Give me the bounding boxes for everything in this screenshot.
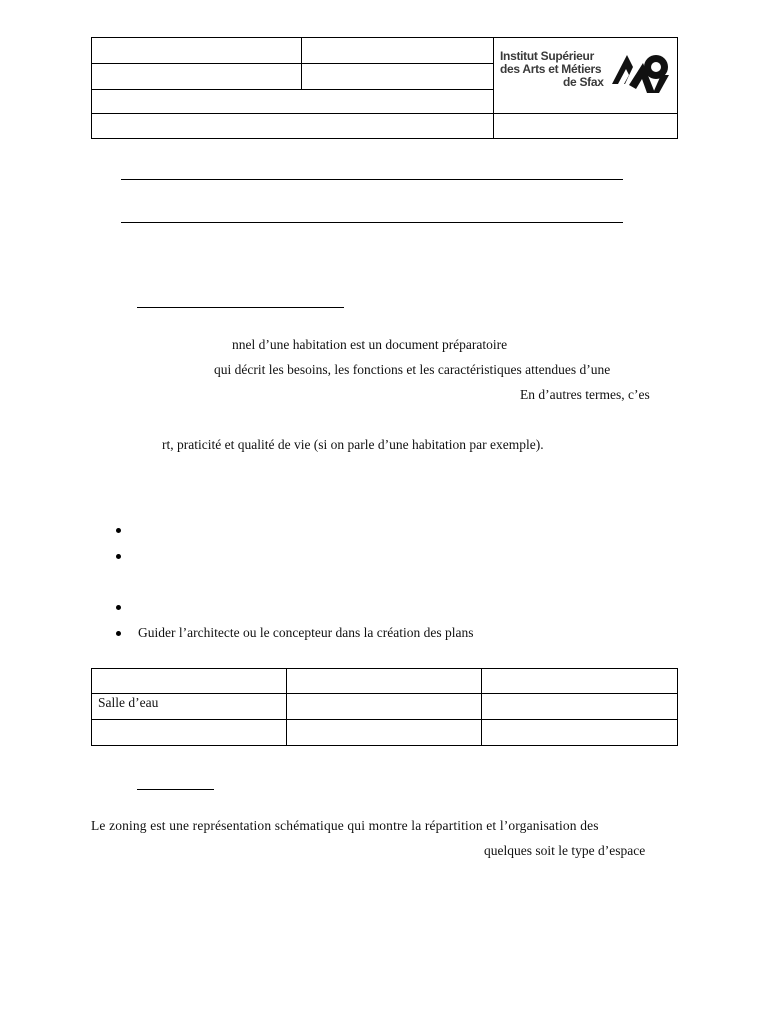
table-col-divider-2	[481, 668, 482, 746]
bullet-dot-3	[116, 605, 121, 610]
section1-line-2: qui décrit les besoins, les fonctions et les caractéristiques attendues d’une	[214, 362, 611, 377]
title-line-1	[121, 179, 623, 180]
table-col-divider-1	[286, 668, 287, 746]
logo-line-3: de Sfax	[563, 75, 604, 89]
section2-line-1: Le zoning est une représentation schématique qui montre la répartition et l’organisation des	[91, 818, 599, 833]
section1-heading-underline	[137, 307, 344, 308]
header-row-divider-1	[91, 63, 493, 64]
isams-emblem-icon	[609, 49, 671, 95]
header-row-divider-3	[91, 113, 678, 114]
spaces-table-frame	[91, 668, 678, 746]
section1-line-3: En d’autres termes, c’es	[520, 387, 650, 402]
logo-line-2: des Arts et Métiers	[500, 62, 602, 76]
header-row-divider-2	[91, 89, 493, 90]
bullet-dot-1	[116, 528, 121, 533]
title-line-2	[121, 222, 623, 223]
bullet-dot-2	[116, 554, 121, 559]
logo-line-1: Institut Supérieur	[500, 49, 594, 63]
table-row-divider-1	[91, 693, 678, 694]
section2-heading-underline	[137, 789, 214, 790]
section1-line-4: rt, praticité et qualité de vie (si on parle d’une habitation par exemple).	[162, 437, 544, 452]
bullet-dot-4	[116, 631, 121, 636]
section1-line-1: nnel d’une habitation est un document préparatoire	[232, 337, 508, 352]
bullet-item-4: Guider l’architecte ou le concepteur dans la création des plans	[138, 625, 474, 640]
table-cell-r2-c1: Salle d’eau	[98, 695, 159, 710]
header-col-divider-2	[493, 37, 494, 139]
table-row-divider-2	[91, 719, 678, 720]
section2-line-2: quelques soit le type d’espace	[484, 843, 646, 858]
